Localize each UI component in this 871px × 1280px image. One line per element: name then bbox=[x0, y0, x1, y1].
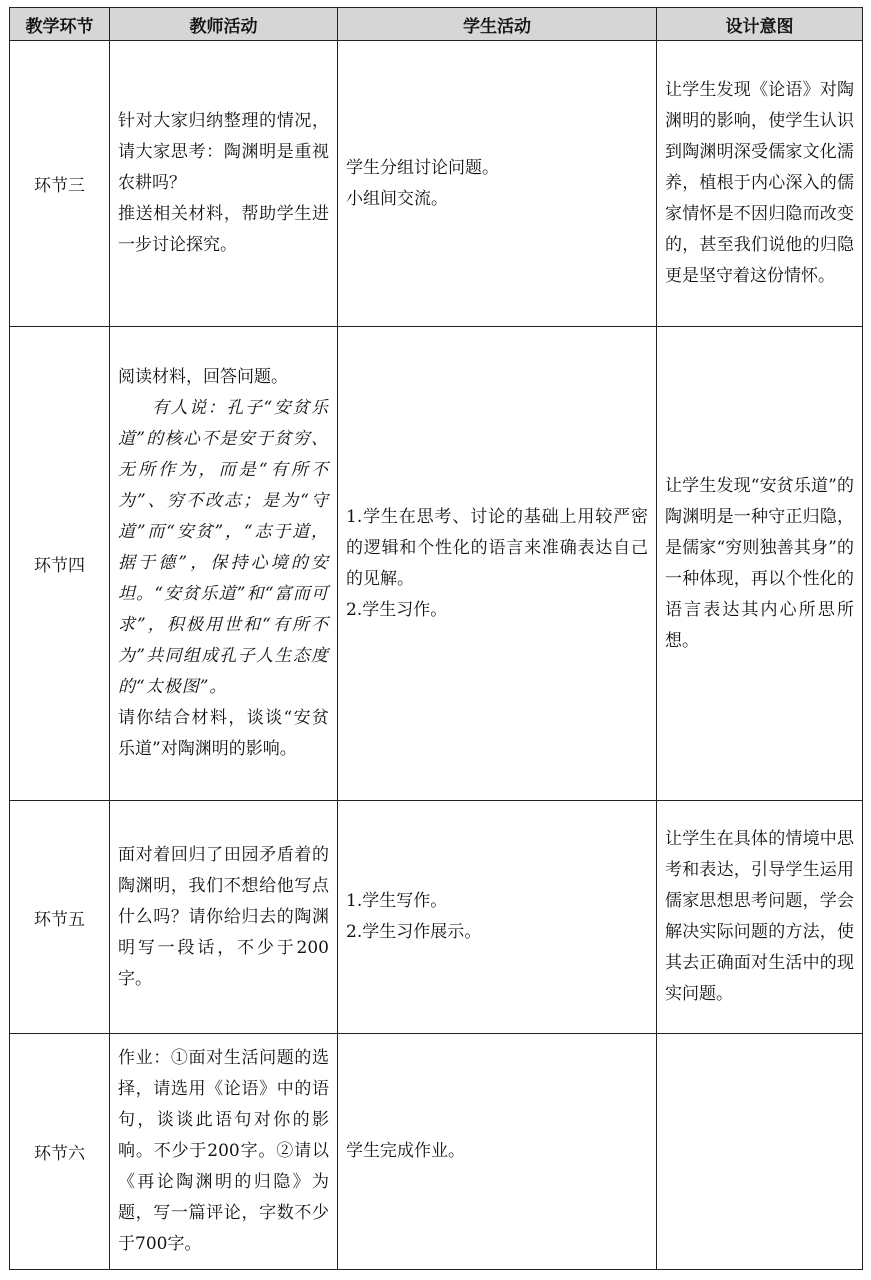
student-activity-cell bbox=[338, 1034, 657, 1270]
teacher-activity-text: 针对大家归纳整理的情况，请大家思考：陶渊明是重视农耕吗？ bbox=[118, 111, 329, 193]
student-activity-text: 2.学生习作展示。 bbox=[346, 922, 482, 942]
design-intent-text: 让学生发现“安贫乐道”的陶渊明是一种守正归隐，是儒家“穷则独善其身”的一种体现，再以个性化的语言表达其内心所思所想。 bbox=[665, 475, 854, 651]
teacher-activity-cell bbox=[110, 41, 338, 327]
table-row bbox=[10, 1034, 863, 1270]
student-activity-cell bbox=[338, 801, 657, 1034]
stage-cell: 环节六 bbox=[10, 1034, 110, 1270]
design-intent-cell bbox=[657, 41, 863, 327]
header-row bbox=[10, 8, 863, 41]
teacher-activity-text: 推送相关材料，帮助学生进一步讨论探究。 bbox=[118, 204, 329, 255]
header-teacher-activity: 教师活动 bbox=[110, 8, 338, 41]
header-stage: 教学环节 bbox=[10, 8, 110, 41]
teacher-activity-cell bbox=[110, 801, 338, 1034]
student-activity-cell bbox=[338, 327, 657, 801]
student-activity-text: 小组间交流。 bbox=[346, 188, 448, 209]
table-row bbox=[10, 41, 863, 327]
design-intent-text: 让学生在具体的情境中思考和表达，引导学生运用儒家思想思考问题，学会解决实际问题的方法，使其去正确面对生活中的现实问题。 bbox=[665, 829, 854, 1004]
student-activity-cell bbox=[338, 41, 657, 327]
stage-cell: 环节三 bbox=[10, 41, 110, 327]
design-intent-cell bbox=[657, 327, 863, 801]
stage-cell: 环节五 bbox=[10, 801, 110, 1034]
design-intent-cell bbox=[657, 801, 863, 1034]
design-intent-cell bbox=[657, 1034, 863, 1270]
reading-material-quote: 有人说：孔子“安贫乐道”的核心不是安于贫穷、无所作为，而是“有所不为”、穷不改志；是为“守道”而“安贫”，“志于道，据于德”，保持心境的安坦。“安贫乐道”和“富而可求”，积极用世和“有所不为”共同组成孔子人生态度的“太极图”。 bbox=[118, 398, 329, 697]
student-activity-text: 学生完成作业。 bbox=[346, 1141, 465, 1161]
teacher-activity-task: 请你结合材料，谈谈“安贫乐道”对陶渊明的影响。 bbox=[118, 708, 329, 759]
header-design-intent: 设计意图 bbox=[657, 8, 863, 41]
student-activity-text: 学生分组讨论问题。 bbox=[346, 157, 499, 178]
design-intent-text: 让学生发现《论语》对陶渊明的影响，使学生认识到陶渊明深受儒家文化濡养，植根于内心深入的儒家情怀是不因归隐而改变的，甚至我们说他的归隐更是坚守着这份情怀。 bbox=[665, 80, 854, 286]
stage-cell: 环节四 bbox=[10, 327, 110, 801]
teacher-activity-text: 面对着回归了田园矛盾着的陶渊明，我们不想给他写点什么吗？请你给归去的陶渊明写一段话，不少于200字。 bbox=[118, 844, 329, 989]
teacher-activity-cell bbox=[110, 327, 338, 801]
table-header bbox=[10, 8, 863, 41]
student-activity-text: 1.学生在思考、讨论的基础上用较严密的逻辑和个性化的语言来准确表达自己的见解。 bbox=[346, 506, 648, 589]
header-student-activity: 学生活动 bbox=[338, 8, 657, 41]
student-activity-text: 2.学生习作。 bbox=[346, 599, 448, 620]
table-row bbox=[10, 801, 863, 1034]
teacher-activity-text: 作业：①面对生活问题的选择，请选用《论语》中的语句，谈谈此语句对你的影响。不少于200字。②请以《再论陶渊明的归隐》为题，写一篇评论，字数不少于700字。 bbox=[118, 1048, 329, 1254]
teacher-activity-cell bbox=[110, 1034, 338, 1270]
table-row bbox=[10, 327, 863, 801]
student-activity-text: 1.学生写作。 bbox=[346, 891, 448, 911]
teacher-activity-intro: 阅读材料，回答问题。 bbox=[118, 367, 288, 387]
lesson-plan-table bbox=[9, 7, 863, 1270]
